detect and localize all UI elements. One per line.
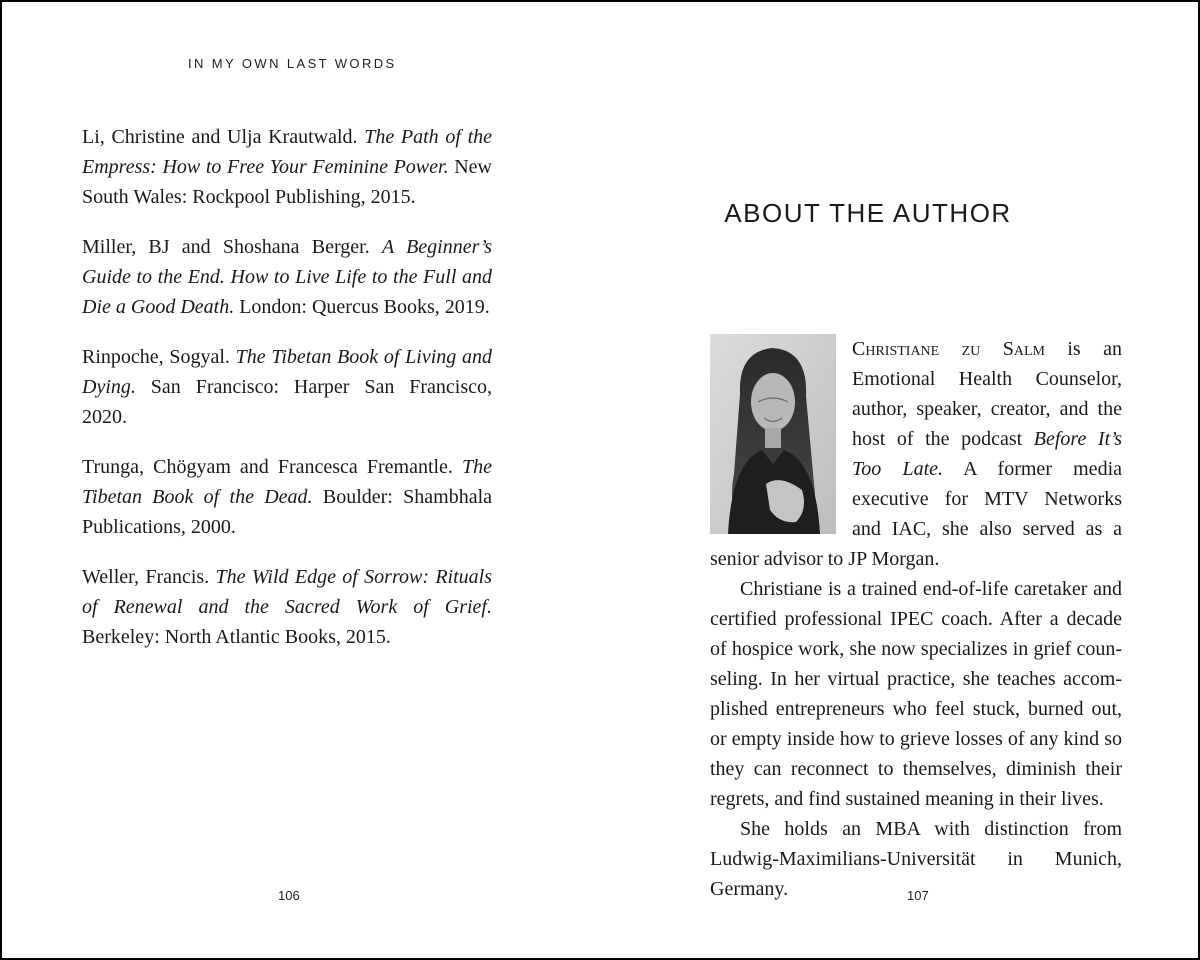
entry-authors: Weller, Francis.	[82, 566, 210, 588]
entry-publication: Berkeley: North Atlantic Books, 2015.	[82, 626, 391, 648]
bibliography-entry	[82, 122, 492, 212]
entry-title: A Beginner’s Guide to the End. How to Live Life to the Full and Die a Good Death.	[82, 236, 492, 318]
entry-authors: Miller, BJ and Shoshana Berger.	[82, 236, 370, 258]
bibliography-entry	[82, 232, 492, 322]
running-head: IN MY OWN LAST WORDS	[188, 56, 397, 71]
entry-publication: New South Wales: Rockpool Publishing, 2015.	[82, 156, 492, 208]
left-page	[2, 2, 600, 958]
bio-text: is an Emotional Health Counselor, author, speaker, creator, and the host of the podcast	[852, 338, 1123, 450]
page-number: 106	[278, 888, 300, 903]
entry-authors: Trunga, Chögyam and Francesca Fremantle.	[82, 456, 453, 478]
bio-text: A former media executive for MTV Networks and IAC, she also served as a senior advisor to JP Morgan.	[710, 458, 1122, 570]
author-portrait-photo	[710, 334, 836, 534]
podcast-title: Before It’s Too Late.	[852, 428, 1122, 480]
entry-authors: Li, Christine and Ulja Krautwald.	[82, 126, 358, 148]
author-bio	[710, 334, 1122, 904]
bibliography-entry	[82, 342, 492, 432]
author-name: Christiane zu Salm	[852, 338, 1045, 360]
entry-publication: San Francisco: Harper San Francisco, 2020.	[82, 376, 492, 428]
entry-title: The Tibetan Book of the Dead.	[82, 456, 492, 508]
entry-title: The Tibetan Book of Living and Dying.	[82, 346, 492, 398]
bibliography-entry	[82, 562, 492, 652]
bio-paragraph: She holds an MBA with distinction from Ludwig-Maximilians-Universität in Munich, Germany.	[710, 818, 1122, 900]
entry-title: The Path of the Empress: How to Free Your Feminine Power.	[82, 126, 493, 178]
entry-publication: Boulder: Shambhala Publications, 2000.	[82, 486, 493, 538]
page-number: 107	[907, 888, 929, 903]
section-heading: ABOUT THE AUTHOR	[724, 198, 1012, 228]
entry-title: The Wild Edge of Sorrow: Rituals of Renewal and the Sacred Work of Grief.	[82, 566, 492, 618]
bio-paragraph: Christiane is a trained end-of-life caretaker and certified professional IPEC coach. After a decade of hospice work, she now specializes in grief counseling. In her virtual practice, she teaches accomplished entrepreneurs who feel stuck, burned out, or empty inside how to grieve losses of any kind so they can reconnect to themselves, diminish their regrets, and find sustained meaning in their lives.	[710, 578, 1122, 810]
bibliography-entry	[82, 452, 492, 542]
entry-authors: Rinpoche, Sogyal.	[82, 346, 230, 368]
right-page	[600, 2, 1198, 958]
entry-publication: London: Quercus Books, 2019.	[239, 296, 490, 318]
bibliography-list	[82, 122, 492, 672]
